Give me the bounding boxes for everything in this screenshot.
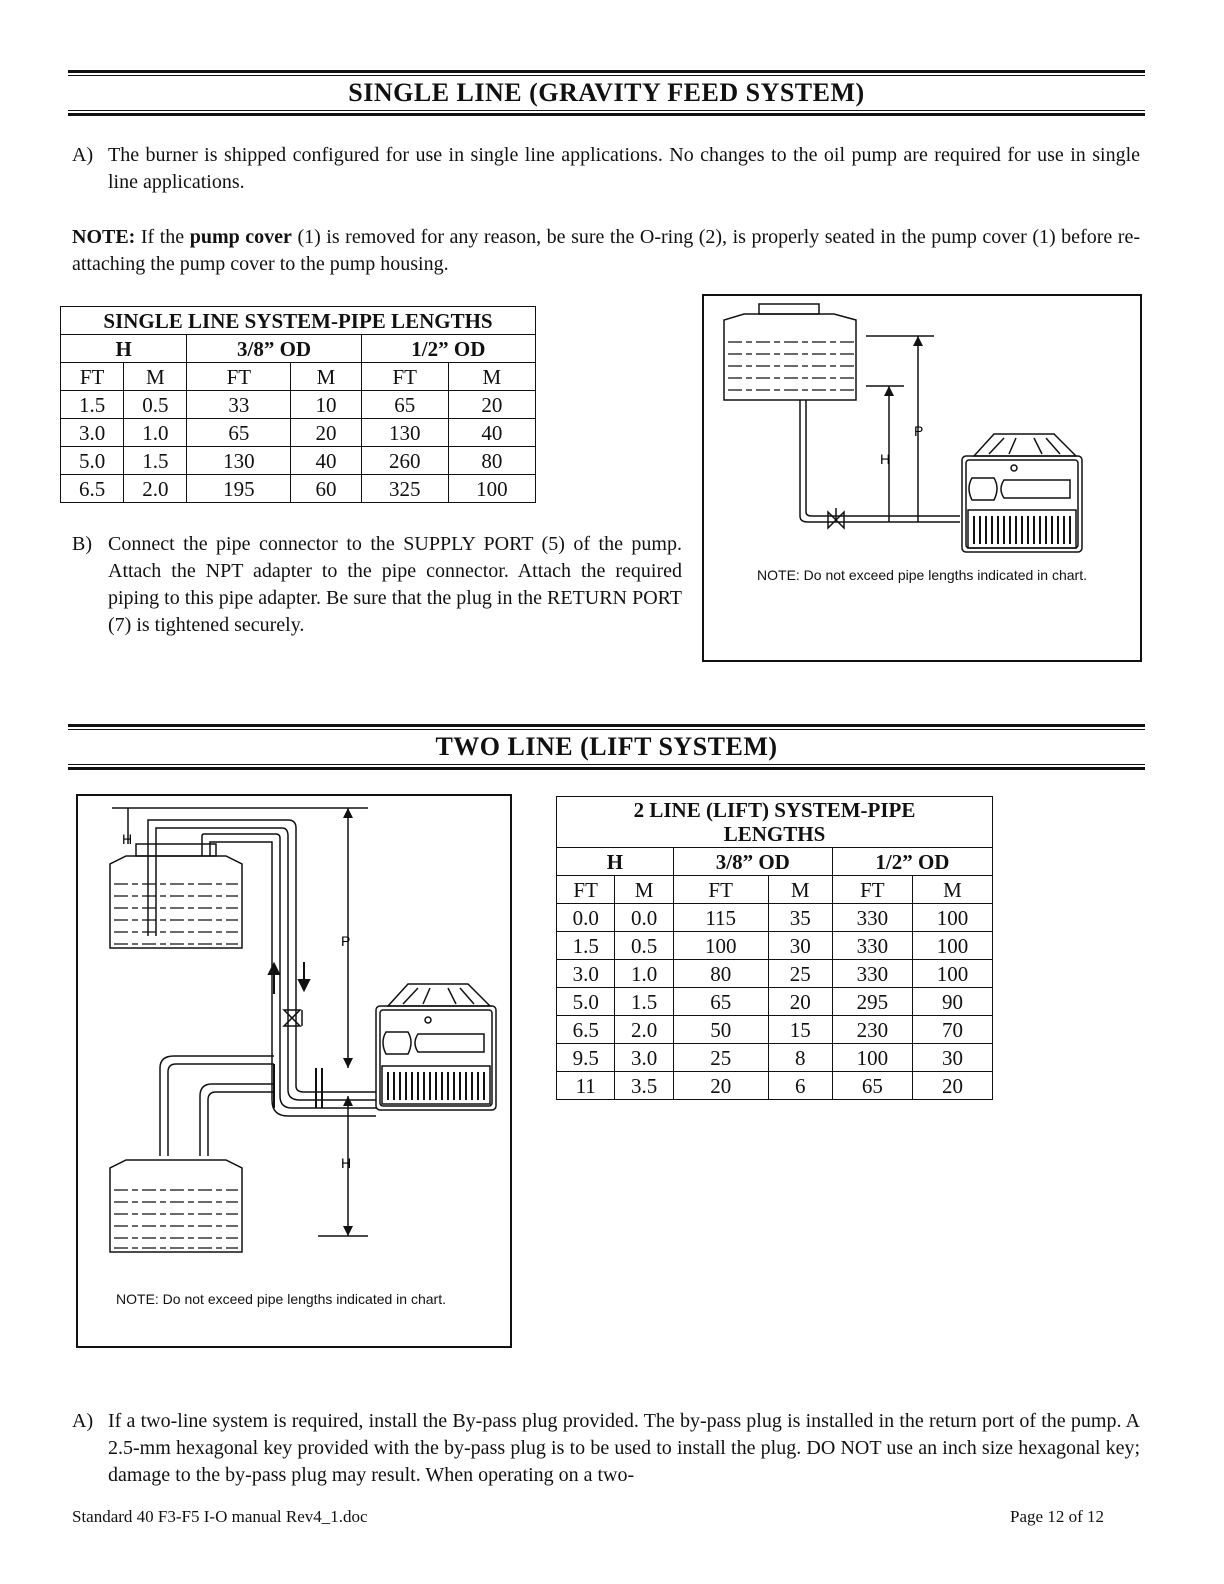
section-title: SINGLE LINE (GRAVITY FEED SYSTEM) [348, 78, 865, 107]
unit-header: M [124, 363, 187, 391]
gravity-feed-diagram [704, 296, 1140, 660]
paragraph-label: B) [72, 533, 92, 555]
table-cell: 9.5 [557, 1044, 615, 1072]
unit-header: M [615, 876, 673, 904]
paragraph-a [72, 142, 1140, 196]
unit-header: FT [673, 876, 768, 904]
group-header-h: H [557, 848, 674, 876]
paragraph-two-line-a [72, 1408, 1140, 1489]
table-cell: 1.0 [124, 419, 187, 447]
table-cell: 50 [673, 1016, 768, 1044]
table-cell: 20 [768, 988, 832, 1016]
lower-return-pipe-inner [200, 1084, 274, 1156]
note-bold-pump-cover: pump cover [189, 226, 292, 248]
table-cell: 2.0 [124, 475, 187, 503]
footer-page-number: Page 12 of 12 [1010, 1507, 1104, 1526]
table-row [557, 960, 993, 988]
tank-cap [759, 304, 819, 314]
single-line-pipe-table [60, 306, 536, 503]
table-row [557, 1016, 993, 1044]
table-row [557, 1044, 993, 1072]
oil-level-lines [728, 342, 854, 390]
table-cell: 260 [361, 447, 448, 475]
table-cell: 70 [912, 1016, 992, 1044]
table-cell: 90 [912, 988, 992, 1016]
table-cell: 60 [291, 475, 361, 503]
table-cell: 100 [673, 932, 768, 960]
table-row [557, 932, 993, 960]
table-cell: 6 [768, 1072, 832, 1100]
table-cell: 30 [912, 1044, 992, 1072]
unit-header: M [768, 876, 832, 904]
table-row [557, 904, 993, 932]
arrow-down-icon [343, 1226, 353, 1236]
unit-header: FT [187, 363, 291, 391]
table-row [61, 475, 536, 503]
section-banner-single-line [68, 70, 1145, 116]
paragraph-label: A) [72, 144, 94, 166]
valve-icon [284, 1010, 302, 1026]
table-cell: 130 [187, 447, 291, 475]
table-cell: 0.0 [615, 904, 673, 932]
table-cell: 5.0 [557, 988, 615, 1016]
table-cell: 130 [361, 419, 448, 447]
group-header-3-8-od: 3/8” OD [673, 848, 832, 876]
lower-oil-level-lines [114, 1190, 238, 1248]
table-row [557, 1072, 993, 1100]
paragraph-text: If a two-line system is required, install the By-pass plug provided. The by-pass plug is installed in the return port of the pump. A 2.5-mm hexagonal key provided with the by-pass plug is to be used to install the plug. DO NOT use an inch size hexagonal key; damage to the by-pass plug may result. When operating on a two- [108, 1410, 1140, 1486]
paragraph-text: Connect the pipe connector to the SUPPLY PORT (5) of the pump. Attach the NPT adapter to the pipe connector. Attach the required piping to this pipe adapter. Be sure that the plug in the RETURN PORT (7) is tightened securely. [108, 533, 682, 636]
table-cell: 35 [768, 904, 832, 932]
table-cell: 230 [832, 1016, 912, 1044]
table-cell: 0.5 [615, 932, 673, 960]
footer-filename: Standard 40 F3-F5 I-O manual Rev4_1.doc [72, 1507, 368, 1526]
table-cell: 5.0 [61, 447, 124, 475]
upper-oil-level-lines [114, 884, 238, 944]
table-cell: 10 [291, 391, 361, 419]
table-cell: 8 [768, 1044, 832, 1072]
arrow-up-icon [884, 386, 894, 396]
table-cell: 100 [912, 904, 992, 932]
table-cell: 20 [673, 1072, 768, 1100]
return-pipe [148, 820, 376, 1092]
pump-icon [376, 984, 496, 1110]
label-p: P [914, 423, 924, 439]
section-banner-two-line [68, 724, 1145, 770]
label-h-bottom: H [341, 1155, 352, 1171]
table-cell: 100 [912, 960, 992, 988]
table-cell: 20 [448, 391, 535, 419]
table-cell: 65 [187, 419, 291, 447]
label-h-top: H [122, 831, 133, 847]
table-cell: 80 [448, 447, 535, 475]
table-cell: 3.0 [61, 419, 124, 447]
table-row [61, 391, 536, 419]
table-row [61, 447, 536, 475]
table-cell: 6.5 [557, 1016, 615, 1044]
table-cell: 3.0 [615, 1044, 673, 1072]
supply-pipe-inner [210, 842, 376, 1116]
unit-header: FT [61, 363, 124, 391]
table-cell: 65 [673, 988, 768, 1016]
table-cell: 100 [912, 932, 992, 960]
table-cell: 330 [832, 932, 912, 960]
paragraph-label: A) [72, 1410, 94, 1432]
unit-header: FT [832, 876, 912, 904]
gravity-feed-figure [702, 294, 1142, 662]
arrow-up-icon [343, 1096, 353, 1106]
table-cell: 0.5 [124, 391, 187, 419]
table-cell: 2.0 [615, 1016, 673, 1044]
table-cell: 20 [912, 1072, 992, 1100]
lower-supply-pipe-inner [160, 1056, 274, 1156]
note-paragraph [72, 224, 1140, 278]
table-cell: 295 [832, 988, 912, 1016]
arrow-down-icon [343, 1058, 353, 1068]
lower-supply-pipe [168, 1064, 274, 1156]
table-row [61, 419, 536, 447]
return-pipe-inner [156, 828, 376, 1100]
table-cell: 100 [832, 1044, 912, 1072]
lower-return-pipe [208, 1092, 274, 1156]
tank-outline [724, 314, 856, 400]
table-cell: 65 [832, 1072, 912, 1100]
table-cell: 65 [361, 391, 448, 419]
valve-icon [828, 508, 844, 528]
table-cell: 6.5 [61, 475, 124, 503]
arrow-up-icon [913, 336, 923, 346]
unit-header: FT [361, 363, 448, 391]
table-cell: 1.5 [615, 988, 673, 1016]
banner-rule-bottom [68, 764, 1145, 770]
table-cell: 1.5 [61, 391, 124, 419]
table-cell: 325 [361, 475, 448, 503]
group-header-h: H [61, 335, 187, 363]
table-cell: 30 [768, 932, 832, 960]
two-line-pipe-table [556, 796, 993, 1100]
flow-arrows [269, 962, 309, 994]
table-title: 2 LINE (LIFT) SYSTEM-PIPE LENGTHS [557, 797, 993, 848]
unit-header: M [448, 363, 535, 391]
lift-system-diagram [78, 796, 510, 1346]
table-cell: 330 [832, 904, 912, 932]
arrow-up-icon [343, 808, 353, 818]
unit-header: FT [557, 876, 615, 904]
table-cell: 330 [832, 960, 912, 988]
figure-note: NOTE: Do not exceed pipe lengths indicated in chart. [757, 567, 1087, 583]
pump-icon [962, 434, 1082, 552]
table-cell: 20 [291, 419, 361, 447]
unit-header: M [912, 876, 992, 904]
table-cell: 3.5 [615, 1072, 673, 1100]
note-text-post: (1) is removed for any reason, be sure the O-ring (2), is properly seated in the pump cover (1) before re-attaching the pump cover to the pump housing. [72, 226, 1140, 275]
paragraph-text: The burner is shipped configured for use in single line applications. No changes to the oil pump are required for use in single line applications. [108, 144, 1140, 193]
group-header-1-2-od: 1/2” OD [832, 848, 992, 876]
table-title: SINGLE LINE SYSTEM-PIPE LENGTHS [61, 307, 536, 335]
note-label: NOTE: [72, 226, 136, 248]
section-title: TWO LINE (LIFT SYSTEM) [435, 732, 778, 761]
arrow-down-icon [299, 980, 309, 990]
table-cell: 40 [291, 447, 361, 475]
table-cell: 3.0 [557, 960, 615, 988]
arrow-up-icon [269, 964, 279, 974]
label-p: P [341, 933, 351, 949]
unit-header: M [291, 363, 361, 391]
paragraph-b [72, 531, 682, 639]
table-cell: 1.5 [557, 932, 615, 960]
table-cell: 25 [673, 1044, 768, 1072]
table-cell: 33 [187, 391, 291, 419]
figure-note: NOTE: Do not exceed pipe lengths indicated in chart. [116, 1291, 446, 1307]
table-cell: 1.0 [615, 960, 673, 988]
banner-rule-bottom [68, 110, 1145, 116]
group-header-3-8-od: 3/8” OD [187, 335, 361, 363]
table-cell: 15 [768, 1016, 832, 1044]
table-cell: 11 [557, 1072, 615, 1100]
table-cell: 115 [673, 904, 768, 932]
table-cell: 1.5 [124, 447, 187, 475]
table-cell: 25 [768, 960, 832, 988]
table-cell: 80 [673, 960, 768, 988]
table-row [557, 988, 993, 1016]
note-text-pre: If the [135, 226, 190, 248]
group-header-1-2-od: 1/2” OD [361, 335, 535, 363]
table-cell: 195 [187, 475, 291, 503]
lift-system-figure [76, 794, 512, 1348]
table-cell: 100 [448, 475, 535, 503]
supply-pipe [202, 834, 376, 1108]
table-cell: 0.0 [557, 904, 615, 932]
table-cell: 40 [448, 419, 535, 447]
upper-tank-outline [110, 856, 242, 948]
label-h: H [880, 451, 891, 467]
